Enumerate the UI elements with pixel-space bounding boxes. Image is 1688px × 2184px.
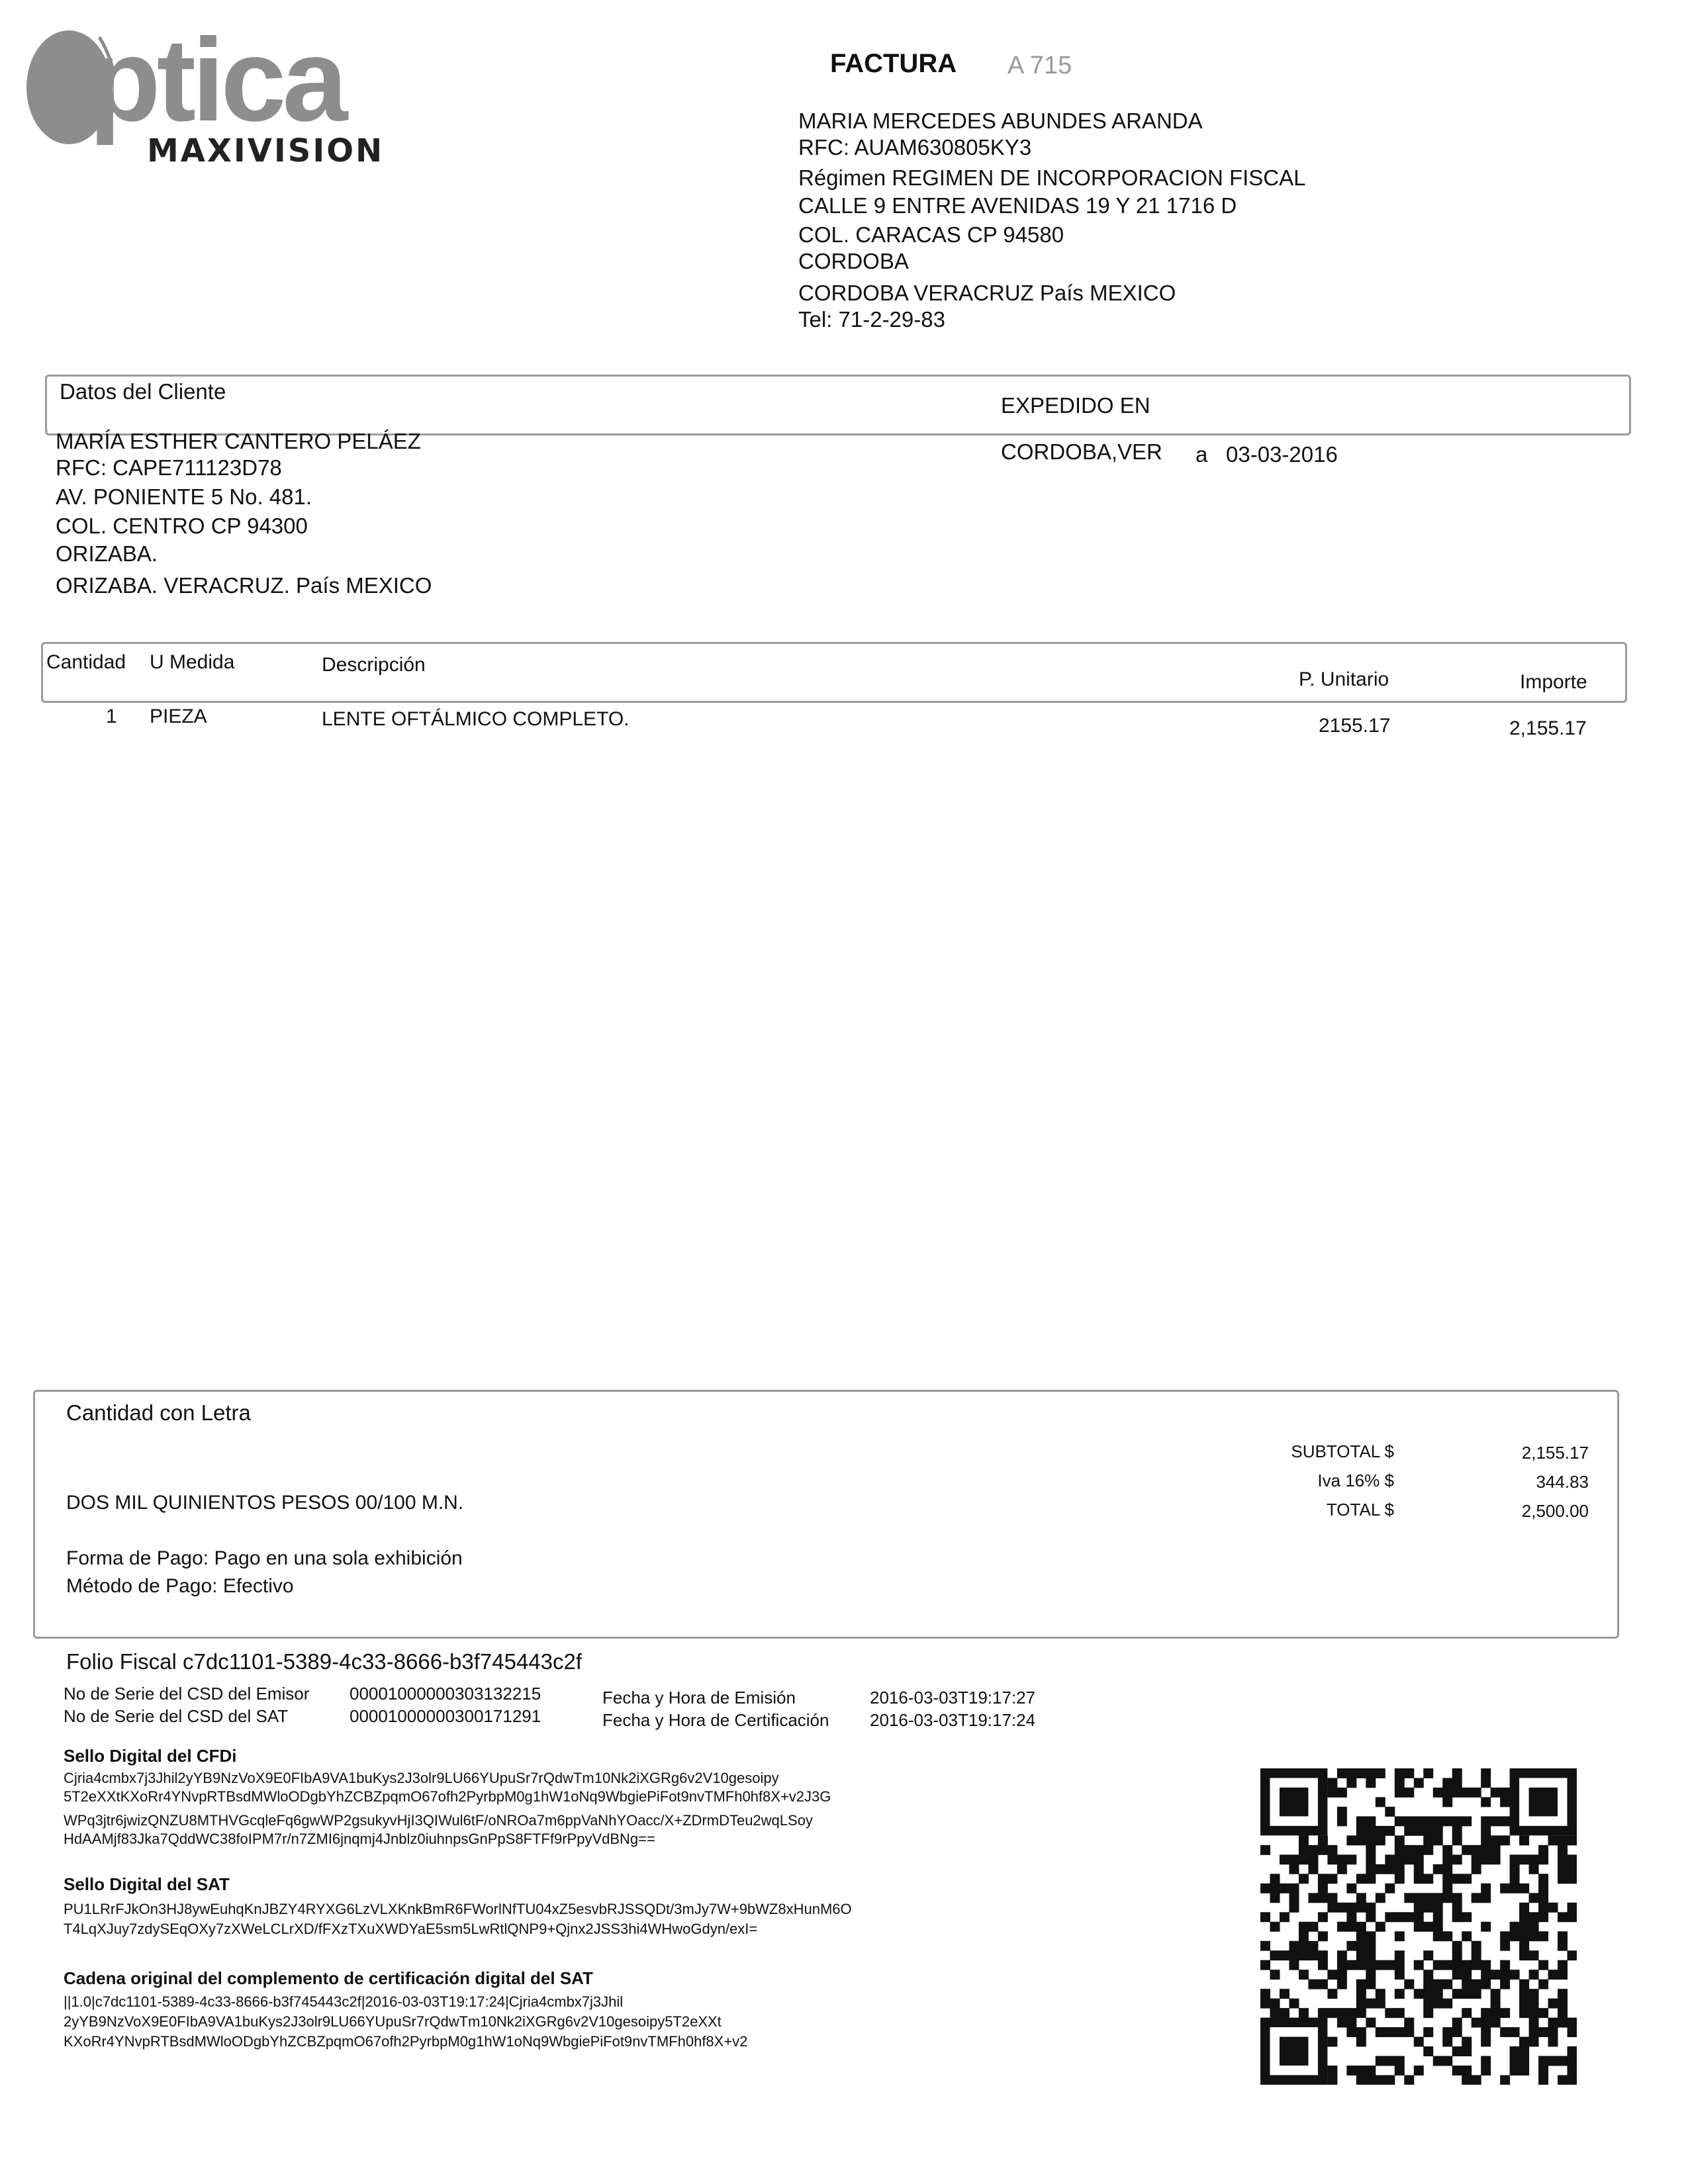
issuer-regime: Régimen REGIMEN DE INCORPORACION FISCAL <box>798 165 1306 190</box>
cadena-title: Cadena original del complemento de certificación digital del SAT <box>64 1968 593 1988</box>
sello-cfdi-line: WPq3jtr6jwizQNZU8MTHVGcqleFq6gwWP2gsukyvHjI3QIWul6tF/oNROa7m6ppVaNhYOacc/X+ZDrmDTeu2wqLSoy <box>64 1812 813 1829</box>
client-street: AV. PONIENTE 5 No. 481. <box>56 484 312 509</box>
client-colony: COL. CENTRO CP 94300 <box>56 514 308 538</box>
issuer-street: CALLE 9 ENTRE AVENIDAS 19 Y 21 1716 D <box>798 193 1237 218</box>
metodo-pago: Método de Pago: Efectivo <box>66 1575 294 1597</box>
issuer-name: MARIA MERCEDES ABUNDES ARANDA <box>798 109 1203 133</box>
col-medida: U Medida <box>150 651 235 673</box>
client-rfc: RFC: CAPE711123D78 <box>56 455 282 480</box>
row-cantidad: 1 <box>106 705 117 727</box>
sello-sat-title: Sello Digital del SAT <box>64 1874 230 1894</box>
col-cantidad: Cantidad <box>46 651 126 673</box>
logo-sub: MAXIVISION <box>147 132 385 169</box>
csd-emisor: 00001000000303132215 <box>350 1684 541 1704</box>
logo-brand: ptica <box>89 14 344 146</box>
client-frame <box>45 375 1631 435</box>
expedido-a: a <box>1196 442 1208 467</box>
total-value: 2,500.00 <box>1521 1501 1589 1521</box>
row-importe: 2,155.17 <box>1509 717 1587 739</box>
row-descripcion: LENTE OFTÁLMICO COMPLETO. <box>322 708 630 730</box>
col-unitario: P. Unitario <box>1299 668 1389 690</box>
emision-label: Fecha y Hora de Emisión <box>602 1688 796 1707</box>
cert-value: 2016-03-03T19:17:24 <box>870 1710 1036 1730</box>
issuer-state: CORDOBA VERACRUZ País MEXICO <box>798 281 1176 305</box>
cadena-line: ||1.0|c7dc1101-5389-4c33-8666-b3f745443c2f|2016-03-03T19:17:24|Cjria4cmbx7j3Jhil <box>64 1993 624 2010</box>
subtotal-label: SUBTOTAL $ <box>1291 1441 1394 1461</box>
iva-label: Iva 16% $ <box>1317 1471 1394 1490</box>
issuer-tel: Tel: 71-2-29-83 <box>798 307 945 332</box>
iva-value: 344.83 <box>1536 1472 1589 1492</box>
row-unitario: 2155.17 <box>1319 715 1391 737</box>
client-section-label: Datos del Cliente <box>56 381 230 402</box>
invoice-label: FACTURA <box>830 49 957 78</box>
company-logo <box>15 14 385 176</box>
total-label: TOTAL $ <box>1326 1500 1394 1520</box>
subtotal-value: 2,155.17 <box>1521 1443 1589 1463</box>
folio-fiscal: Folio Fiscal c7dc1101-5389-4c33-8666-b3f745443c2f <box>66 1649 583 1674</box>
emision-value: 2016-03-03T19:17:27 <box>870 1688 1036 1707</box>
qr-code <box>1260 1768 1577 2085</box>
sello-sat-line: PU1LRrFJkOn3HJ8ywEuhqKnJBZY4RYXG6LzVLXKnkBmR6FWorlNfTU04xZ5esvbRJSSQDt/3mJy7W+9bWZ8xHunM6O <box>64 1901 852 1917</box>
forma-pago: Forma de Pago: Pago en una sola exhibición <box>66 1547 463 1569</box>
letra-label: Cantidad con Letra <box>66 1400 251 1425</box>
col-descripcion: Descripción <box>322 654 426 676</box>
invoice-number: A 715 <box>1008 52 1072 79</box>
csd-sat-label: No de Serie del CSD del SAT <box>64 1706 289 1726</box>
issuer-rfc: RFC: AUAM630805KY3 <box>798 135 1032 159</box>
items-header-frame <box>41 642 1627 703</box>
cert-label: Fecha y Hora de Certificación <box>602 1710 829 1730</box>
sello-sat-line: T4LqXJuy7zdySEqOXy7zXWeLCLrXD/fFXzTXuXWDYaE5sm5LwRtlQNP9+Qjnx2JSS3hi4WHwoGdyn/exI= <box>64 1921 758 1937</box>
issuer-city: CORDOBA <box>798 249 909 273</box>
expedido-date: 03-03-2016 <box>1226 442 1338 467</box>
col-importe: Importe <box>1520 671 1587 693</box>
expedido-label: EXPEDIDO EN <box>1001 393 1150 418</box>
csd-sat: 00001000000300171291 <box>350 1706 541 1726</box>
csd-emisor-label: No de Serie del CSD del Emisor <box>64 1684 310 1704</box>
sello-cfdi-line: HdAAMjf83Jka7QddWC38foIPM7r/n7ZMI6jnqmj4Jnblz0iuhnpsGnPpS8FTFf9rPpyVdBNg== <box>64 1831 655 1847</box>
row-medida: PIEZA <box>150 705 207 727</box>
issuer-colony: COL. CARACAS CP 94580 <box>798 222 1064 247</box>
client-state: ORIZABA. VERACRUZ. País MEXICO <box>56 573 432 598</box>
cadena-line: 2yYB9NzVoX9E0FIbA9VA1buKys2J3olr9LU66YUpuSr7rQdwTm10Nk2iXGRg6v2V10gesoipy5T2eXXt <box>64 2013 722 2030</box>
client-city: ORIZABA. <box>56 541 158 566</box>
sello-cfdi-line: 5T2eXXtKXoRr4YNvpRTBsdMWloODgbYhZCBZpqmO67ofh2PyrbpM0g1hW1oNq9WbgiePiFot9nvTMFh0hf8X+v2J3G <box>64 1788 831 1805</box>
client-name: MARÍA ESTHER CANTERO PELÁEZ <box>56 429 421 453</box>
cadena-line: KXoRr4YNvpRTBsdMWloODgbYhZCBZpqmO67ofh2PyrbpM0g1hW1oNq9WbgiePiFot9nvTMFh0hf8X+v2 <box>64 2033 748 2050</box>
letra-amount: DOS MIL QUINIENTOS PESOS 00/100 M.N. <box>66 1492 464 1514</box>
sello-cfdi-title: Sello Digital del CFDi <box>64 1746 237 1766</box>
expedido-place: CORDOBA,VER <box>1001 439 1162 464</box>
sello-cfdi-line: Cjria4cmbx7j3Jhil2yYB9NzVoX9E0FIbA9VA1buKys2J3olr9LU66YUpuSr7rQdwTm10Nk2iXGRg6v2V10gesoipy <box>64 1770 779 1786</box>
